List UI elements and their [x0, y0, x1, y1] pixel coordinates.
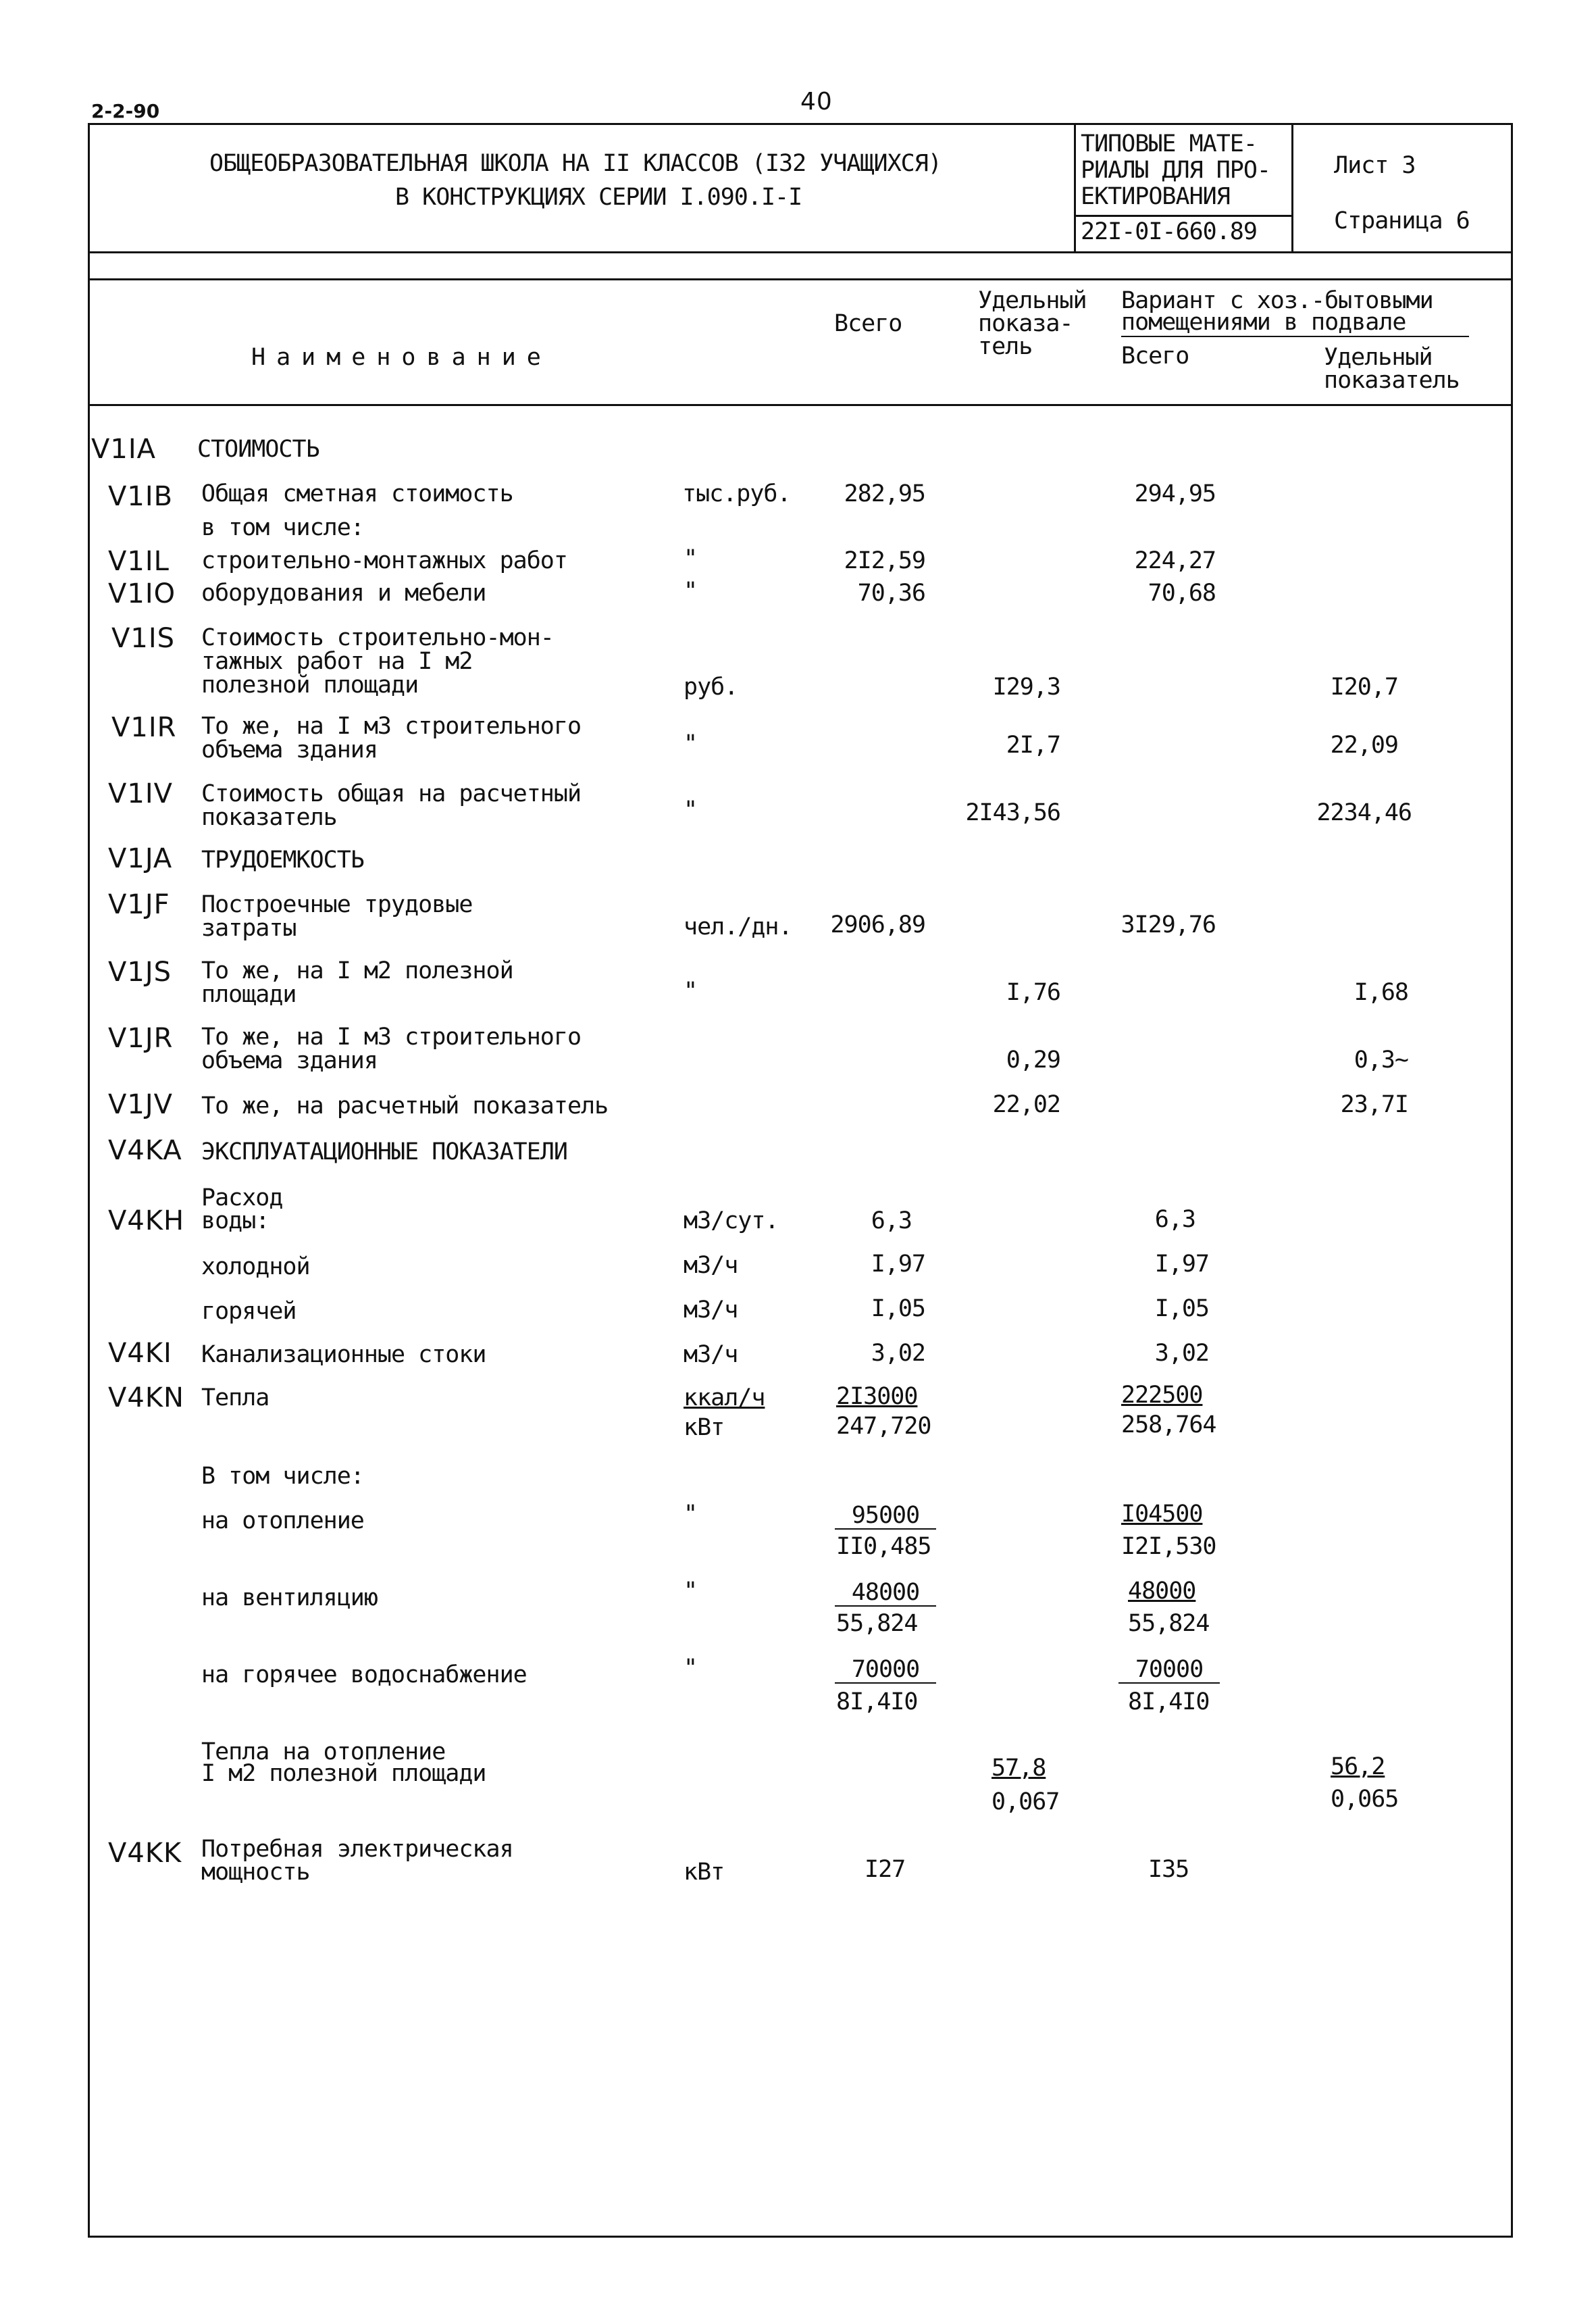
- row-variant-specific: 56,2: [1331, 1753, 1385, 1780]
- row-specific: 2I,7: [1006, 732, 1060, 759]
- row-variant-total: 258,764: [1121, 1411, 1216, 1438]
- row-total: 2I2,59: [844, 547, 925, 574]
- row-variant-specific: 0,065: [1331, 1786, 1399, 1813]
- row-variant-total: I2I,530: [1121, 1533, 1216, 1560]
- row-unit: м3/ч: [684, 1297, 738, 1324]
- row-specific: I,76: [1006, 979, 1060, 1006]
- row-label: мощность: [201, 1859, 310, 1886]
- row-specific: 22,02: [992, 1091, 1060, 1118]
- title-line-1: ОБЩЕОБРАЗОВАТЕЛЬНАЯ ШКОЛА НА II КЛАССОВ (I32 УЧАЩИХСЯ): [209, 150, 942, 177]
- row-variant-total: 3,02: [1154, 1340, 1209, 1367]
- row-label: Потребная электрическая: [201, 1836, 513, 1863]
- code-v1io: V1IO: [108, 578, 176, 609]
- code-v4ki: V4KI: [108, 1338, 172, 1369]
- code-v1is: V1IS: [111, 623, 175, 654]
- row-label: холодной: [201, 1253, 310, 1280]
- row-variant-total: I,97: [1154, 1251, 1209, 1278]
- row-total: I,05: [871, 1295, 925, 1322]
- header-bottom-line: [88, 251, 1513, 253]
- row-variant-total: 3I29,76: [1121, 911, 1216, 938]
- row-specific: 0,067: [992, 1788, 1060, 1815]
- variant-header-underline: [1121, 336, 1469, 337]
- code-v4kk: V4KK: [108, 1838, 182, 1869]
- page-label: Страница 6: [1334, 207, 1470, 234]
- row-total: II0,485: [836, 1533, 931, 1560]
- row-specific: 57,8: [992, 1755, 1046, 1782]
- row-unit: кВт: [684, 1859, 725, 1886]
- row-unit: руб.: [684, 674, 738, 701]
- header-divider-1: [1074, 123, 1076, 251]
- section-operational: ЭКСПЛУАТАЦИОННЫЕ ПОКАЗАТЕЛИ: [201, 1138, 567, 1165]
- row-total: 2906,89: [830, 911, 925, 938]
- row-variant-total: I,05: [1154, 1295, 1209, 1322]
- row-label: затраты: [201, 915, 297, 942]
- code-v1jf: V1JF: [108, 889, 170, 920]
- row-label: объема здания: [201, 736, 378, 763]
- row-total: 70,36: [857, 580, 925, 607]
- row-label: Канализационные стоки: [201, 1341, 486, 1368]
- row-unit: м3/ч: [684, 1252, 738, 1279]
- row-unit: ": [684, 1655, 698, 1682]
- row-total: 2I3000: [836, 1383, 918, 1410]
- row-label: горячей: [201, 1298, 297, 1325]
- row-total: 6,3: [871, 1207, 912, 1234]
- row-unit: м3/сут.: [684, 1207, 779, 1234]
- code-v4kh: V4KH: [108, 1205, 185, 1236]
- variant-total-header: Всего: [1121, 343, 1189, 370]
- code-v1iv: V1IV: [108, 778, 173, 809]
- row-total: I,97: [871, 1251, 925, 1278]
- row-variant-specific: 22,09: [1330, 732, 1398, 759]
- code-v1ja: V1JA: [108, 843, 173, 874]
- row-unit: м3/ч: [684, 1341, 738, 1368]
- project-code: 22I-0I-660.89: [1081, 218, 1257, 245]
- row-specific: I29,3: [992, 674, 1060, 701]
- variant-header-1: Вариант с хоз.-бытовыми: [1121, 287, 1433, 314]
- row-total: 95000: [851, 1502, 920, 1529]
- title-line-2: В КОНСТРУКЦИЯХ СЕРИИ I.090.I-I: [395, 184, 802, 211]
- code-v1js: V1JS: [108, 957, 172, 988]
- row-variant-total: 8I,4I0: [1128, 1688, 1210, 1715]
- row-label: тажных работ на I м2: [201, 648, 473, 675]
- row-label: на отопление: [201, 1507, 364, 1534]
- row-total: 70000: [851, 1656, 920, 1683]
- row-specific: 2I43,56: [965, 799, 1060, 826]
- code-v4kn: V4KN: [108, 1382, 184, 1413]
- header-code-line: [1074, 215, 1291, 217]
- col-specific-header-2: показа-: [978, 310, 1073, 337]
- row-label: Общая сметная стоимость: [201, 480, 513, 507]
- col-total-header: Всего: [834, 310, 902, 337]
- row-total: 55,824: [836, 1610, 918, 1637]
- row-variant-total: 224,27: [1134, 547, 1216, 574]
- table-header-bottom-line: [88, 404, 1513, 406]
- row-variant-total: 55,824: [1128, 1610, 1210, 1637]
- fraction-line: [835, 1682, 936, 1684]
- code-v1il: V1IL: [108, 546, 170, 577]
- fraction-line: [1118, 1682, 1220, 1684]
- row-variant-total: 222500: [1121, 1382, 1203, 1409]
- row-unit: ": [684, 545, 698, 572]
- row-total: 247,720: [836, 1413, 931, 1440]
- fraction-line: [835, 1528, 936, 1530]
- row-label: I м2 полезной площади: [201, 1760, 486, 1787]
- row-variant-specific: 0,3~: [1354, 1047, 1408, 1074]
- variant-specific-header-1: Удельный: [1324, 344, 1433, 371]
- row-label: объема здания: [201, 1047, 378, 1074]
- row-label: Стоимость общая на расчетный: [201, 780, 582, 807]
- row-specific: 0,29: [1006, 1047, 1060, 1074]
- row-variant-specific: I,68: [1354, 979, 1408, 1006]
- row-label: То же, на I м3 строительного: [201, 1024, 582, 1051]
- row-label: строительно-монтажных работ: [201, 547, 567, 574]
- row-unit: ": [684, 978, 698, 1005]
- code-v1ib: V1IB: [108, 481, 174, 512]
- row-total: 282,95: [844, 480, 925, 507]
- row-label: То же, на I м2 полезной: [201, 957, 513, 984]
- row-variant-total: 48000: [1128, 1578, 1196, 1605]
- row-variant-specific: 23,7I: [1340, 1091, 1408, 1118]
- typical-line-3: ЕКТИРОВАНИЯ: [1081, 183, 1230, 210]
- row-unit: ": [684, 578, 698, 605]
- code-v4ka: V4KA: [108, 1135, 182, 1166]
- row-variant-total: 70,68: [1148, 580, 1216, 607]
- col-specific-header-3: тель: [978, 333, 1033, 360]
- row-label: Построечные трудовые: [201, 891, 473, 918]
- row-variant-total: I04500: [1121, 1501, 1203, 1528]
- row-label: Стоимость строительно-мон-: [201, 624, 554, 651]
- header-divider-2: [1291, 123, 1293, 251]
- row-total: 3,02: [871, 1340, 925, 1367]
- row-unit: ": [684, 730, 698, 757]
- code-v1jr: V1JR: [108, 1023, 174, 1054]
- row-variant-total: 6,3: [1154, 1206, 1195, 1233]
- row-total: I27: [865, 1856, 906, 1883]
- sheet-number: Лист 3: [1334, 152, 1416, 179]
- row-label: в том числе:: [201, 514, 364, 541]
- row-label: на вентиляцию: [201, 1584, 378, 1611]
- row-label: Расход: [201, 1184, 283, 1211]
- row-unit: ккал/ч: [684, 1384, 765, 1411]
- section-cost: СТОИМОСТЬ: [197, 436, 319, 463]
- typical-line-1: ТИПОВЫЕ МАТЕ-: [1081, 130, 1257, 157]
- row-label: То же, на I м3 строительного: [201, 713, 582, 740]
- row-variant-total: 294,95: [1134, 480, 1216, 507]
- row-unit: чел./дн.: [684, 913, 792, 940]
- row-label: воды:: [201, 1207, 269, 1234]
- code-v1jv: V1JV: [108, 1089, 173, 1120]
- section-labor: ТРУДОЕМКОСТЬ: [201, 847, 364, 874]
- variant-specific-header-2: показатель: [1324, 367, 1460, 394]
- variant-header-2: помещениями в подвале: [1121, 309, 1406, 336]
- row-label: Тепла: [201, 1384, 269, 1411]
- row-label: показатель: [201, 804, 337, 831]
- row-label: на горячее водоснабжение: [201, 1661, 527, 1688]
- row-unit: ": [684, 797, 698, 824]
- code-v1ir: V1IR: [111, 712, 177, 743]
- row-total: 8I,4I0: [836, 1688, 918, 1715]
- row-unit: ": [684, 1578, 698, 1605]
- col-name-header: Наименование: [251, 344, 552, 371]
- row-variant-specific: I20,7: [1330, 674, 1398, 701]
- table-top-line: [88, 278, 1513, 280]
- row-label: Тепла на отопление: [201, 1738, 446, 1765]
- row-label: площади: [201, 981, 297, 1008]
- row-label: В том числе:: [201, 1463, 364, 1490]
- fraction-line: [835, 1605, 936, 1607]
- row-label: То же, на расчетный показатель: [201, 1092, 609, 1120]
- row-unit: тыс.руб.: [682, 480, 791, 507]
- row-variant-total: 70000: [1135, 1656, 1204, 1683]
- row-total: 48000: [851, 1579, 920, 1606]
- row-label: оборудования и мебели: [201, 580, 486, 607]
- row-variant-specific: 2234,46: [1316, 799, 1412, 826]
- code-v1ia: V1IA: [91, 434, 156, 465]
- row-label: полезной площади: [201, 672, 419, 699]
- row-unit: ": [684, 1501, 698, 1528]
- row-variant-total: I35: [1148, 1856, 1189, 1883]
- row-unit: кВт: [684, 1414, 725, 1441]
- page-number: 40: [800, 88, 833, 116]
- col-specific-header-1: Удельный: [978, 287, 1087, 314]
- typical-line-2: РИАЛЫ ДЛЯ ПРО-: [1081, 157, 1271, 184]
- doc-code: 2-2-90: [91, 100, 160, 122]
